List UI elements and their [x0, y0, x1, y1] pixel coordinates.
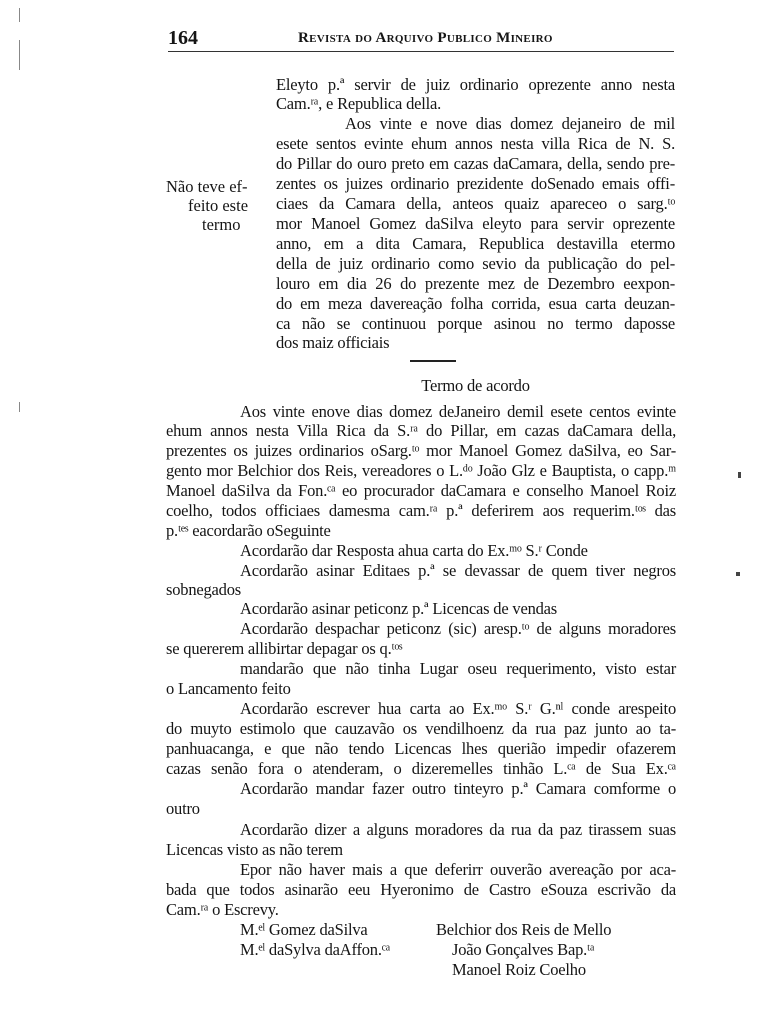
- text-line: Acordarão asinar Editaes p.ª se devassar de quem tiver negros: [240, 561, 676, 580]
- scan-mark: [19, 8, 20, 22]
- text-line: ca não se continuou porque asinou no termo daposse: [276, 314, 675, 333]
- text-line: esete sentos evinte ehum annos nesta villa Rica de N. S.: [276, 134, 675, 153]
- text-line: Acordarão dar Resposta ahua carta do Ex.ᵐᵒ S.ʳ Conde: [240, 541, 588, 560]
- margin-note-line: feito este: [188, 196, 249, 215]
- text-line: mandarão que não tinha Lugar oseu requerimento, visto estar: [240, 659, 676, 678]
- text-line: Cam.ʳᵃ, e Republica della.: [276, 94, 442, 113]
- text-line: gento mor Belchior dos Reis, vereadores o L.ᵈᵒ João Glz e Bauptista, o capp.ᵐ: [166, 461, 676, 480]
- text-line: zentes os juizes ordinario prezidente doSenado emais offi-: [276, 174, 675, 193]
- text-line: do em meza davereação folha corrida, esua carta deuzan-: [276, 294, 675, 313]
- signature-line: Belchior dos Reis de Mello: [436, 920, 612, 939]
- text-line: Eleyto p.ª servir de juiz ordinario oprezente anno nesta: [276, 75, 675, 94]
- text-line: Cam.ʳᵃ o Escrevy.: [166, 900, 279, 919]
- text-line: prezentes os juizes ordinarios oSarg.ᵗᵒ mor Manoel Gomez daSilva, eo Sar-: [166, 441, 676, 460]
- text-line: anno, em a dita Camara, Republica destavilla etermo: [276, 234, 675, 253]
- text-line: Acordarão asinar peticonz p.ª Licencas de vendas: [240, 599, 558, 618]
- text-line: bada que todos asinarão eeu Hyeronimo de Castro eSouza escrivão da: [166, 880, 676, 899]
- text-line: outro: [166, 799, 200, 818]
- text-line: Licencas visto as não terem: [166, 840, 343, 859]
- margin-note-line: Não teve ef-: [166, 177, 248, 196]
- section-title: Termo de acordo: [421, 376, 530, 395]
- text-line: Manoel daSilva da Fon.ᶜᵃ eo procurador daCamara e conselho Manoel Roiz: [166, 481, 676, 500]
- running-header: [168, 27, 674, 52]
- text-line: se quererem allibirtar depagar os q.ᵗᵒˢ: [166, 639, 403, 658]
- text-line: ciaes da Camara della, anteos quaiz apareceo o sarg.ᵗᵒ: [276, 194, 675, 213]
- scan-mark: [19, 402, 20, 412]
- text-line: do muyto estimolo que cauzavão os vendilhoenz da rua paz junto ao ta-: [166, 719, 676, 738]
- text-line: sobnegados: [166, 580, 241, 599]
- signature-line: João Gonçalves Bap.ᵗᵃ: [452, 940, 595, 959]
- text-line: della de juiz ordinario como sevio da publicação do pel-: [276, 254, 675, 273]
- text-line: panhuacanga, e que não tendo Licencas lhes querião impedir ofazerem: [166, 739, 676, 758]
- text-line: Acordarão dizer a alguns moradores da rua da paz tirassem suas: [240, 820, 676, 839]
- text-line: Acordarão despachar peticonz (sic) aresp.ᵗᵒ de alguns moradores: [240, 619, 676, 638]
- text-line: cazas senão fora o atenderam, o dizeremelles tinhão L.ᶜᵃ de Sua Ex.ᶜᵃ: [166, 759, 676, 778]
- text-line: p.ᵗᵉˢ eacordarão oSeguinte: [166, 521, 331, 540]
- page-number: 164: [168, 27, 198, 49]
- text-line: do Pillar do ouro preto em cazas daCamara, della, sendo pre-: [276, 154, 675, 173]
- signature-line: M.ᵉˡ Gomez daSilva: [240, 920, 368, 939]
- text-line: Epor não haver mais a que deferirr ouverão avereação por aca-: [240, 860, 676, 879]
- text-line: Aos vinte e nove dias domez dejaneiro de mil: [345, 114, 675, 133]
- signature-line: M.ᵉˡ daSylva daAffon.ᶜᵃ: [240, 940, 391, 959]
- text-line: o Lancamento feito: [166, 679, 291, 698]
- text-line: Acordarão escrever hua carta ao Ex.ᵐᵒ S.ʳ G.ⁿˡ conde arespeito: [240, 699, 676, 718]
- text-line: Aos vinte enove dias domez deJaneiro demil esete centos evinte: [240, 402, 676, 421]
- scan-mark: [738, 472, 741, 478]
- text-line: coelho, todos officiaes damesma cam.ʳᵃ p.ª deferirem aos requerim.ᵗᵒˢ das: [166, 501, 676, 520]
- text-line: mor Manoel Gomez daSilva eleyto para servir oprezente: [276, 214, 675, 233]
- signature-line: Manoel Roiz Coelho: [452, 960, 586, 979]
- journal-title: Revista do Arquivo Publico Mineiro: [298, 30, 553, 46]
- scan-mark: [736, 572, 740, 576]
- text-line: dos maiz officiais: [276, 333, 390, 352]
- margin-note-line: termo: [202, 215, 241, 234]
- scan-mark: [19, 40, 20, 70]
- text-line: Acordarão mandar fazer outro tinteyro p.ª Camara comforme o: [240, 779, 676, 798]
- section-divider: [410, 360, 456, 362]
- text-line: ehum annos nesta Villa Rica da S.ʳᵃ do Pillar, em cazas daCamara della,: [166, 421, 676, 440]
- text-line: louro em dia 26 do prezente mez de Dezembro eexpon-: [276, 274, 675, 293]
